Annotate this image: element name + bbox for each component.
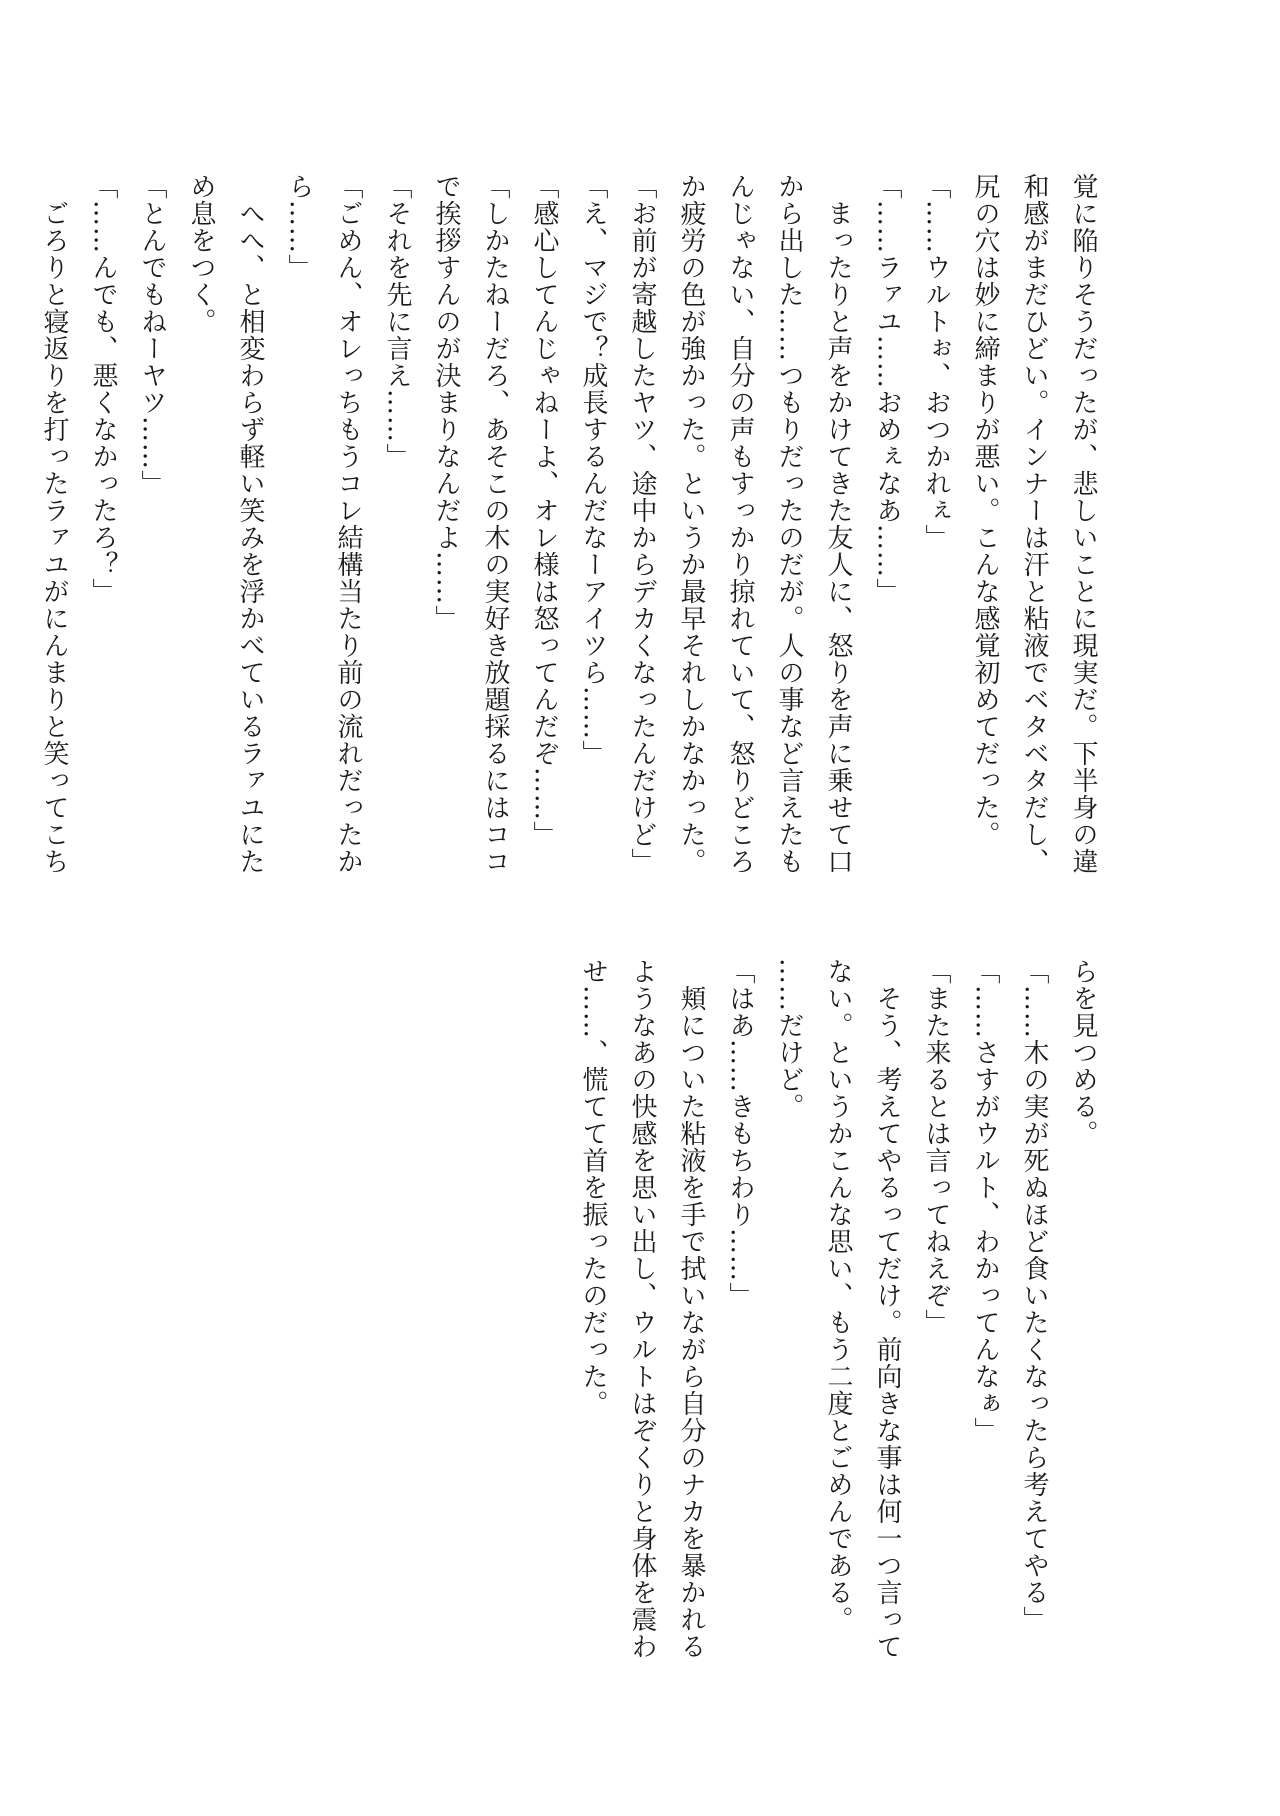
text-line: 「……んでも、悪くなかったろ？」 [88,173,118,605]
text-block-top [29,173,1107,875]
text-line: ない。というかこんな思い、もう二度とごめんである。 [823,958,853,1633]
text-line: 「また来るとは言ってねえぞ」 [921,958,951,1336]
text-line: 「お前が寄越したヤツ、途中からデカくなったんだけど」 [627,173,657,875]
text-line: か疲労の色が強かった。というか最早それしかなかった。 [676,173,706,875]
text-line: 「……ウルトぉ、おつかれぇ」 [921,173,951,551]
text-line: から出した……つもりだったのだが。人の事など言えたも [774,173,804,875]
text-line: 「感心してんじゃねーよ、オレ様は怒ってんだぞ……」 [529,173,559,848]
text-line: 「え、マジで？成長するんだなーアイツら……」 [578,173,608,767]
text-line: んじゃない、自分の声もすっかり掠れていて、怒りどころ [725,173,755,875]
text-line: で挨拶すんのが決まりなんだよ……」 [431,173,461,632]
text-line: 尻の穴は妙に締まりが悪い。こんな感覚初めてだった。 [970,173,1000,848]
text-line: 「それを先に言え……」 [382,173,412,470]
text-line: ら……」 [284,173,314,281]
text-line: 覚に陥りそうだったが、悲しいことに現実だ。下半身の違 [1068,173,1098,875]
text-line: 頬についた粘液を手で拭いながら自分のナカを暴かれる [676,958,706,1660]
text-line: 「ごめん、オレっちもうコレ結構当たり前の流れだったか [333,173,363,875]
text-line: そう、考えてやるってだけ。前向きな事は何一つ言って [872,958,902,1660]
text-line: 「……ラァユ……おめぇなあ……」 [872,173,902,605]
text-line: ようなあの快感を思い出し、ウルトはぞくりと身体を震わ [627,958,657,1660]
text-line: 「……木の実が死ぬほど食いたくなったら考えてやる」 [1019,958,1049,1633]
text-line: せ……、慌てて首を振ったのだった。 [578,958,608,1417]
text-line: まったりと声をかけてきた友人に、怒りを声に乗せて口 [823,173,853,875]
text-line: ごろりと寝返りを打ったラァユがにんまりと笑ってこち [39,173,69,875]
text-line: 「しかたねーだろ、あそこの木の実好き放題採るにはココ [480,173,510,875]
text-line: らを見つめる。 [1068,958,1098,1147]
text-line: 「とんでもねーヤツ……」 [137,173,167,497]
text-line: 「はあ……きもちわり……」 [725,958,755,1309]
text-block-bottom [568,958,1107,1660]
text-line: 和感がまだひどい。インナーは汗と粘液でベタベタだし、 [1019,173,1049,875]
text-line: へへ、と相変わらず軽い笑みを浮かべているラァユにた [235,173,265,875]
text-line: め息をつく。 [186,173,216,335]
text-line: ……だけど。 [774,958,804,1120]
text-line: 「……さすがウルト、わかってんなぁ」 [970,958,1000,1444]
